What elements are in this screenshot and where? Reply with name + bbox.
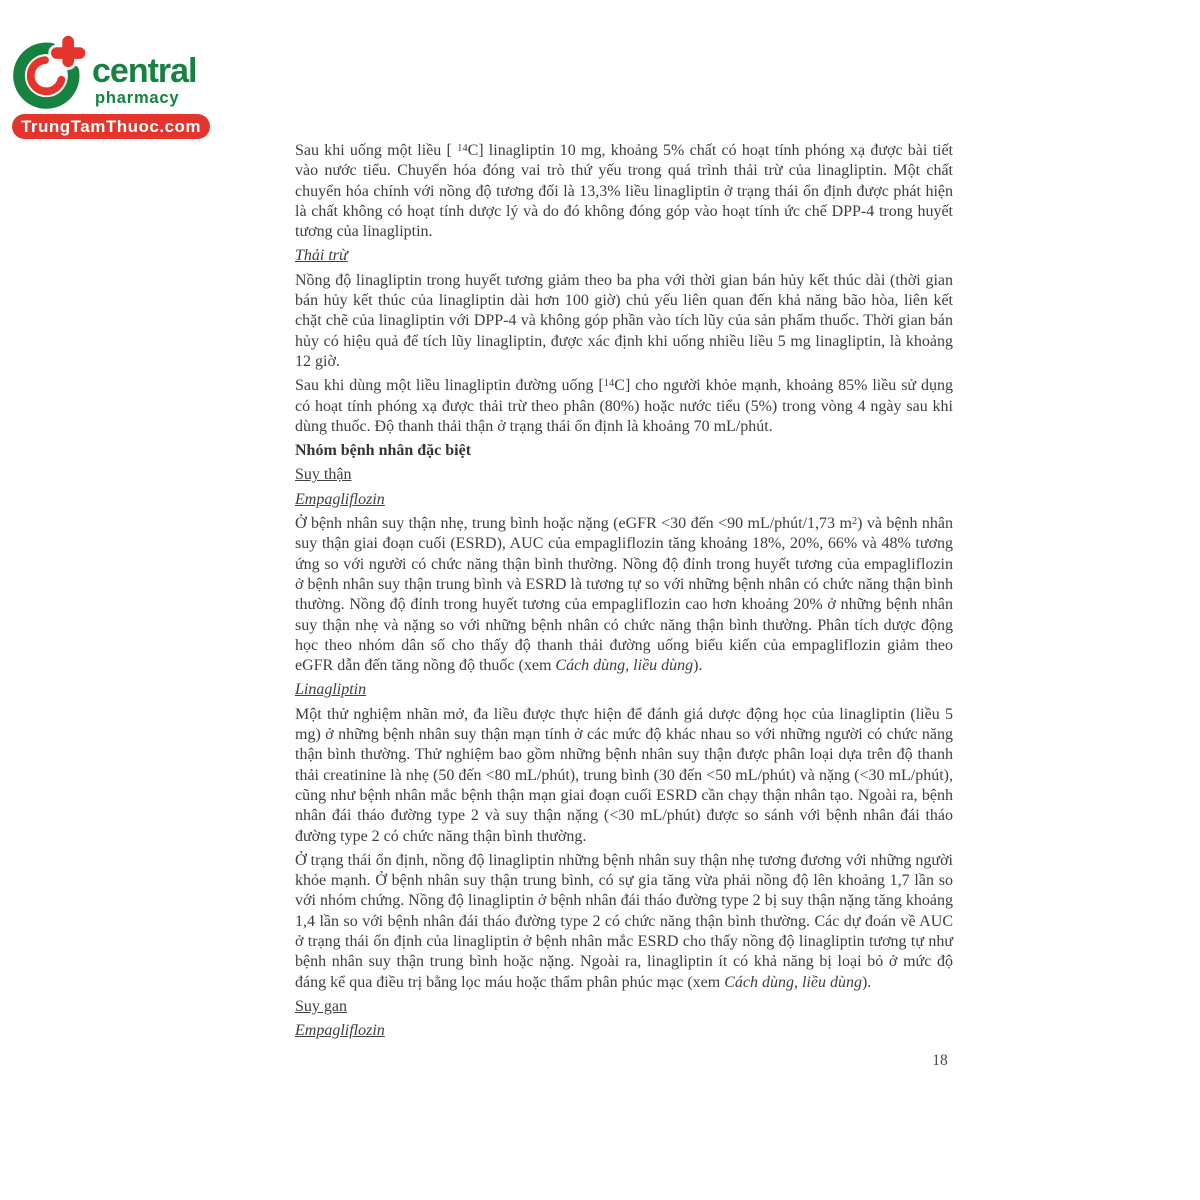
paragraph-elimination-route: Sau khi dùng một liều linagliptin đường uống [$^{14}$C] cho người khỏe mạnh, khoảng 85% liều sử dụng có hoạt tính phóng xạ được thải trừ theo phân (80%) hoặc nước tiểu (5%) trong vòng 4 ngày sau khi dùng thuốc. Độ thanh thải thận ở trạng thái ổn định là khoảng 70 mL/phút. <box>295 377 954 435</box>
paragraph-metabolism: Sau khi uống một liều [ $^{14}$C] linagliptin 10 mg, khoảng 5% chất có hoạt tính phóng xạ được bài tiết vào nước tiểu. Chuyển hóa đóng vai trò thứ yếu trong quá trình thải trừ của linagliptin. Một chất chuyển hóa chính với nồng độ tương đối là 13,3% liều linagliptin ở trạng thái ổn định được phát hiện là chất không có hoạt tính dược lý và do đó không đóng góp vào hoạt tính ức chế DPP-4 trong huyết tương của linagliptin. <box>295 142 953 241</box>
paragraph-elimination-phases: Nồng độ linagliptin trong huyết tương giảm theo ba pha với thời gian bán hủy kết thúc dài (thời gian bán hủy kết thúc của linagliptin dài hơn 100 giờ) chủ yếu liên quan đến khả năng bão hòa, liên kết chặt chẽ của linagliptin với DPP-4 và không góp phần vào tích lũy của sản phẩm thuốc. Thời gian bán hủy có hiệu quả để tích lũy linagliptin, được xác định khi uống nhiều liều 5 mg linagliptin, là khoảng 12 giờ. <box>295 271 953 370</box>
heading-thai-tru: Thải trừ <box>295 247 348 265</box>
paragraph-linagliptin-trial: Một thử nghiệm nhãn mở, đa liều được thực hiện để đánh giá dược động học của linagliptin (liều 5 mg) ở những bệnh nhân suy thận mạn tính ở các mức độ khác nhau so với những người có chức năng thận bình thường. Thử nghiệm bao gồm những bệnh nhân suy thận được phân loại dựa trên độ thanh thải creatinine là nhẹ (50 đến <80 mL/phút), trung bình (30 đến <50 mL/phút) và nặng (<30 mL/phút), cũng như bệnh nhân mắc bệnh thận mạn giai đoạn cuối ESRD cần chạy thận nhân tạo. Ngoài ra, bệnh nhân đái tháo đường type 2 và suy thận nặng (<30 mL/phút) được so sánh với bệnh nhân đái tháo đường type 2 có chức năng thận bình thường. <box>295 705 953 845</box>
page-number: 18 <box>932 1052 948 1069</box>
heading-linagliptin: Linagliptin <box>295 681 367 699</box>
heading-hepatic-impairment: Suy gan <box>295 997 347 1015</box>
document-body <box>295 141 953 1045</box>
central-pharmacy-logo <box>12 30 222 142</box>
logo-tagline-text: pharmacy <box>95 89 180 107</box>
logo-website-banner: TrungTamThuoc.com <box>12 114 210 139</box>
paragraph-empagliflozin-renal: Ở bệnh nhân suy thận nhẹ, trung bình hoặc nặng (eGFR <30 đến <90 mL/phút/1,73 $m^2$) và bệnh nhân suy thận giai đoạn cuối (ESRD), AUC của empagliflozin tăng khoảng 18%, 20%, 66% và 48% tương ứng so với người có chức năng thận bình thường. Nồng độ đỉnh trong huyết tương của empagliflozin ở bệnh nhân suy thận trung bình và ESRD là tương tự so với những bệnh nhân có chức năng thận bình thường. Nồng độ đỉnh trong huyết tương của empagliflozin cao hơn khoảng 20% ở những bệnh nhân suy thận nhẹ và nặng so với những bệnh nhân có chức năng thận bình thường. Phân tích dược động học theo nhóm dân số cho thấy độ thanh thải đường uống biểu kiến của empagliflozin giảm theo eGFR dẫn đến tăng nồng độ thuốc (xem Cách dùng, liều dùng). <box>295 515 953 675</box>
heading-empagliflozin-hepatic: Empagliflozin <box>295 1022 385 1040</box>
pharmacy-cross-icon <box>12 32 90 110</box>
heading-empagliflozin-renal: Empagliflozin <box>295 490 385 508</box>
paragraph-linagliptin-steady-state: Ở trạng thái ổn định, nồng độ linagliptin những bệnh nhân suy thận nhẹ tương đương với những người khỏe mạnh. Ở bệnh nhân suy thận trung bình, có sự gia tăng vừa phải nồng độ lên khoảng 1,7 lần so với nhóm chứng. Nồng độ linagliptin ở bệnh nhân đái tháo đường type 2 bị suy thận nặng tăng khoảng 1,4 lần so với bệnh nhân đái tháo đường type 2 có chức năng thận bình thường. Các dự đoán về AUC ở trạng thái ổn định của linagliptin ở bệnh nhân mắc ESRD cho thấy nồng độ linagliptin tương tự như bệnh nhân suy thận trung bình hoặc nặng. Ngoài ra, linagliptin ít có khả năng bị loại bỏ ở mức độ đáng kể qua điều trị bằng lọc máu hoặc thẩm phân phúc mạc (xem Cách dùng, liều dùng). <box>295 851 953 991</box>
heading-special-populations: Nhóm bệnh nhân đặc biệt <box>295 442 472 460</box>
logo-brand-text: central <box>92 52 197 90</box>
heading-renal-impairment: Suy thận <box>295 466 352 484</box>
